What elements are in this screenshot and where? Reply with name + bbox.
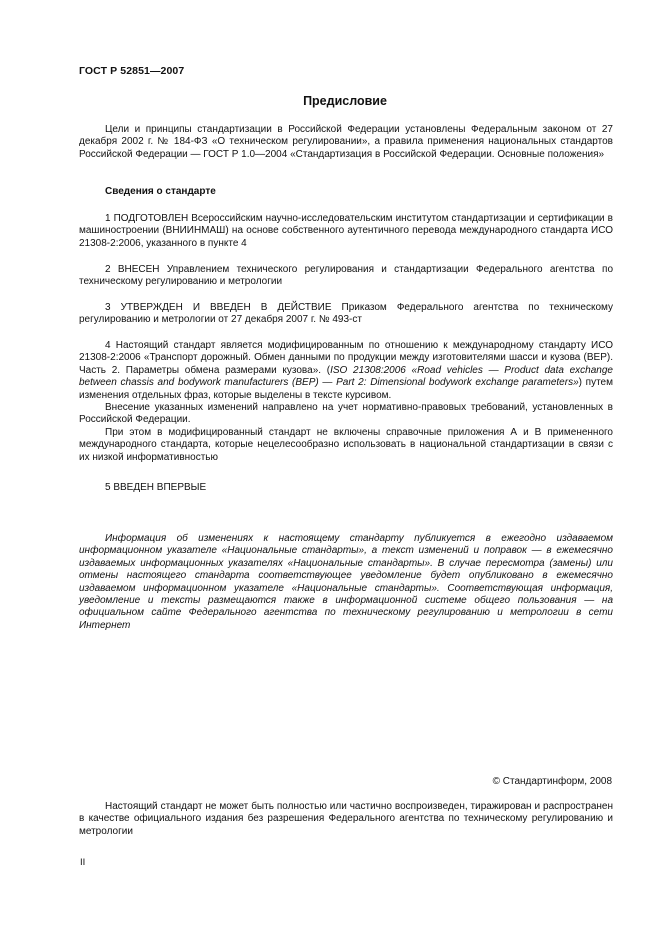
info-block: [79, 533, 613, 632]
item-5-paragraph: 5 ВВЕДЕН ВПЕРВЫЕ: [105, 482, 207, 493]
item-3-block: [79, 302, 613, 327]
item-4-text-pre: 4 Настоящий стандарт является модифицированным по отношению к международному стандарту ИСО 21308-2:2006 «Транспорт дорожный. Обмен данными по продукции между изготовителями шасси и кузова (ВЕР). Часть 2. Параметры обмена размерами кузова». (: [79, 340, 613, 376]
notice-paragraph: Настоящий стандарт не может быть полностью или частично воспроизведен, тиражирован и распространен в качестве официального издания без разрешения Федерального агентства по техническому регулированию и метрологии: [79, 801, 613, 837]
document-header: ГОСТ Р 52851—2007: [79, 65, 185, 77]
page-title: Предисловие: [303, 94, 387, 108]
intro-block: [79, 124, 613, 161]
item-1-paragraph: 1 ПОДГОТОВЛЕН Всероссийским научно-исследовательским институтом стандартизации и сертификации в машиностроении (ВНИИНМАШ) на основе собственного аутентичного перевода международного стандарта ИСО 21308-2:2006, указанного в пункте 4: [79, 213, 613, 249]
info-paragraph: Информация об изменениях к настоящему стандарту публикуется в ежегодно издаваемом информационном указателе «Национальные стандарты», а текст изменений и поправок — в ежемесячно издаваемых информационных указателях «Национальные стандарты». В случае пересмотра (замены) или отмены настоящего стандарта соответствующее уведомление будет опубликовано в ежемесячно издаваемом информационном указателе «Национальные стандарты». Соответствующая информация, уведомление и тексты размещаются также в информационной системе общего пользования — на официальном сайте Федерального агентства по техническому регулированию и метрологии в сети Интернет: [79, 533, 613, 631]
item-4-block: [79, 340, 613, 464]
item-4-paragraph-a: [79, 340, 613, 402]
item-4-english-title: ISO 21308:2006 «Road vehicles — Product data exchange between chassis and bodywork manufacturers (BEP) — Part 2: Dimensional bodywork exchange parameters»: [79, 364, 613, 389]
item-4-text-post: ) путем изменения отдельных фраз, которые выделены в тексте курсивом.: [79, 377, 613, 401]
item-4-paragraph-b: Внесение указанных изменений направлено на учет нормативно-правовых требований, установленных в Российской Федерации.: [79, 402, 613, 426]
copyright: © Стандартинформ, 2008: [492, 776, 612, 787]
item-3-paragraph: 3 УТВЕРЖДЕН И ВВЕДЕН В ДЕЙСТВИЕ Приказом Федерального агентства по техническому регулированию и метрологии от 27 декабря 2007 г. № 493-ст: [79, 302, 613, 326]
item-5-block: [79, 482, 613, 494]
item-1-block: [79, 213, 613, 250]
item-2-paragraph: 2 ВНЕСЕН Управлением технического регулирования и стандартизации Федерального агентства по техническому регулированию и метрологии: [79, 264, 613, 288]
item-4-paragraph-c: При этом в модифицированный стандарт не включены справочные приложения А и В примененного международного стандарта, которые нецелесообразно использовать в национальной стандартизации в связи с их низкой информативностью: [79, 426, 613, 463]
notice-block: [79, 801, 613, 838]
section-subtitle: Сведения о стандарте: [105, 186, 216, 197]
page-number: II: [80, 857, 86, 868]
item-2-block: [79, 264, 613, 289]
intro-paragraph: Цели и принципы стандартизации в Российской Федерации установлены Федеральным законом от 27 декабря 2002 г. № 184-ФЗ «О техническом регулировании», а правила применения национальных стандартов Российской Федерации — ГОСТ Р 1.0—2004 «Стандартизация в Российской Федерации. Основные положения»: [79, 124, 613, 160]
